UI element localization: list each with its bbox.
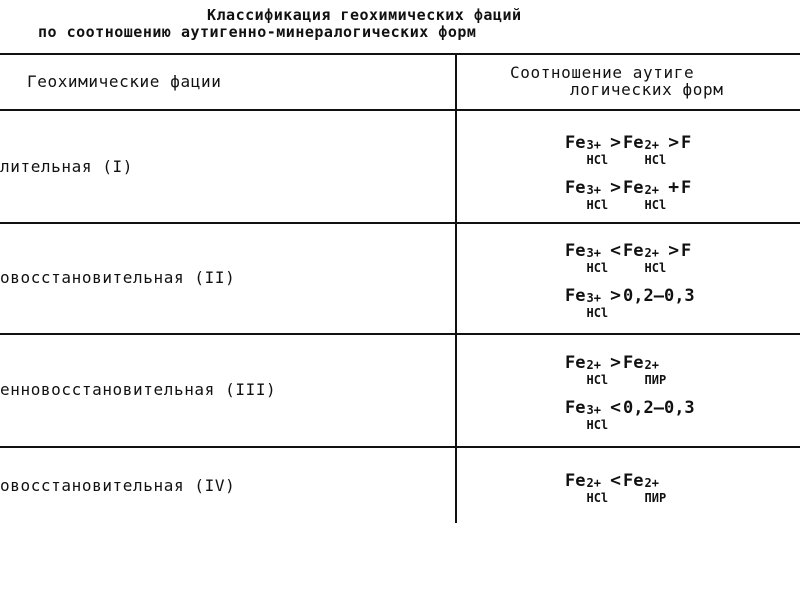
table-title-line-2: по соотношению аутигенно-минералогических форм bbox=[38, 23, 477, 41]
element-symbol: Fe bbox=[565, 286, 586, 306]
header-facies: Геохимические фации bbox=[27, 72, 222, 91]
oxidation-state: 2+ bbox=[644, 246, 659, 260]
oxidation-state: 3+ bbox=[586, 403, 601, 417]
element-symbol: Fe bbox=[565, 398, 586, 418]
formula-operator: < bbox=[610, 240, 622, 261]
form-subscript: HCl bbox=[644, 198, 667, 212]
form-subscript: HCl bbox=[586, 306, 609, 320]
facies-row-2: овосстановительная (II) bbox=[0, 268, 236, 287]
formula-row-1-line-1 bbox=[565, 132, 692, 167]
form-subscript: HCl bbox=[586, 418, 609, 432]
formula-row-3-line-1 bbox=[565, 352, 667, 387]
header-ratio-line-2: логических форм bbox=[570, 80, 724, 99]
formula-operator: > bbox=[668, 132, 680, 153]
oxidation-state: 3+ bbox=[586, 246, 601, 260]
formula-row-2-line-1 bbox=[565, 240, 692, 275]
element-symbol: Fe bbox=[565, 241, 586, 261]
form-subscript: HCl bbox=[586, 153, 609, 167]
column-divider bbox=[455, 53, 457, 523]
element-symbol: Fe bbox=[565, 178, 586, 198]
oxidation-state: 2+ bbox=[644, 476, 659, 490]
oxidation-state: 2+ bbox=[644, 183, 659, 197]
formula-operator: > bbox=[610, 132, 622, 153]
header-bottom-rule bbox=[0, 109, 800, 111]
oxidation-state: 3+ bbox=[586, 183, 601, 197]
element-symbol: Fe bbox=[565, 353, 586, 373]
row-3-bottom-rule bbox=[0, 446, 800, 448]
element-symbol: Fe bbox=[623, 133, 644, 153]
oxidation-state: 2+ bbox=[644, 138, 659, 152]
formula-term bbox=[565, 471, 609, 505]
form-subscript: HCl bbox=[644, 153, 667, 167]
formula-text: F bbox=[681, 178, 692, 198]
element-symbol: Fe bbox=[623, 241, 644, 261]
formula-term bbox=[565, 241, 609, 275]
formula-term bbox=[623, 178, 667, 212]
formula-term bbox=[565, 353, 609, 387]
formula-operator: > bbox=[610, 177, 622, 198]
formula-operator: > bbox=[610, 352, 622, 373]
formula-term bbox=[623, 241, 667, 275]
header-ratio-line-1: Соотношение аутиге bbox=[510, 63, 695, 82]
formula-text: F bbox=[681, 241, 692, 261]
formula-term bbox=[623, 471, 667, 505]
oxidation-state: 2+ bbox=[644, 358, 659, 372]
formula-text: 0,2—0,3 bbox=[623, 398, 695, 418]
element-symbol: Fe bbox=[623, 471, 644, 491]
oxidation-state: 2+ bbox=[586, 476, 601, 490]
facies-row-1: лительная (I) bbox=[0, 157, 134, 176]
formula-operator: < bbox=[610, 470, 622, 491]
formula-term bbox=[565, 398, 609, 432]
form-subscript: HCl bbox=[586, 373, 609, 387]
formula-term bbox=[623, 133, 667, 167]
facies-row-3: енновосстановительная (III) bbox=[0, 380, 277, 399]
oxidation-state: 3+ bbox=[586, 291, 601, 305]
element-symbol: Fe bbox=[565, 471, 586, 491]
row-1-bottom-rule bbox=[0, 222, 800, 224]
formula-text: 0,2—0,3 bbox=[623, 286, 695, 306]
formula-term bbox=[565, 286, 609, 320]
form-subscript: HCl bbox=[586, 491, 609, 505]
form-subscript: ПИР bbox=[644, 491, 667, 505]
formula-operator: < bbox=[610, 397, 622, 418]
table-top-rule bbox=[0, 53, 800, 55]
formula-row-4-line-1 bbox=[565, 470, 667, 505]
formula-text: F bbox=[681, 133, 692, 153]
formula-row-2-line-2 bbox=[565, 285, 695, 320]
formula-term bbox=[565, 178, 609, 212]
oxidation-state: 3+ bbox=[586, 138, 601, 152]
form-subscript: ПИР bbox=[644, 373, 667, 387]
element-symbol: Fe bbox=[623, 353, 644, 373]
formula-operator: + bbox=[668, 177, 680, 198]
form-subscript: HCl bbox=[586, 261, 609, 275]
formula-row-3-line-2 bbox=[565, 397, 695, 432]
form-subscript: HCl bbox=[644, 261, 667, 275]
form-subscript: HCl bbox=[586, 198, 609, 212]
formula-term bbox=[565, 133, 609, 167]
element-symbol: Fe bbox=[623, 178, 644, 198]
formula-operator: > bbox=[610, 285, 622, 306]
oxidation-state: 2+ bbox=[586, 358, 601, 372]
row-2-bottom-rule bbox=[0, 333, 800, 335]
element-symbol: Fe bbox=[565, 133, 586, 153]
formula-row-1-line-2 bbox=[565, 177, 692, 212]
formula-operator: > bbox=[668, 240, 680, 261]
table-title-line-1: Классификация геохимических фаций bbox=[207, 6, 522, 24]
formula-term bbox=[623, 353, 667, 387]
facies-row-4: овосстановительная (IV) bbox=[0, 476, 236, 495]
